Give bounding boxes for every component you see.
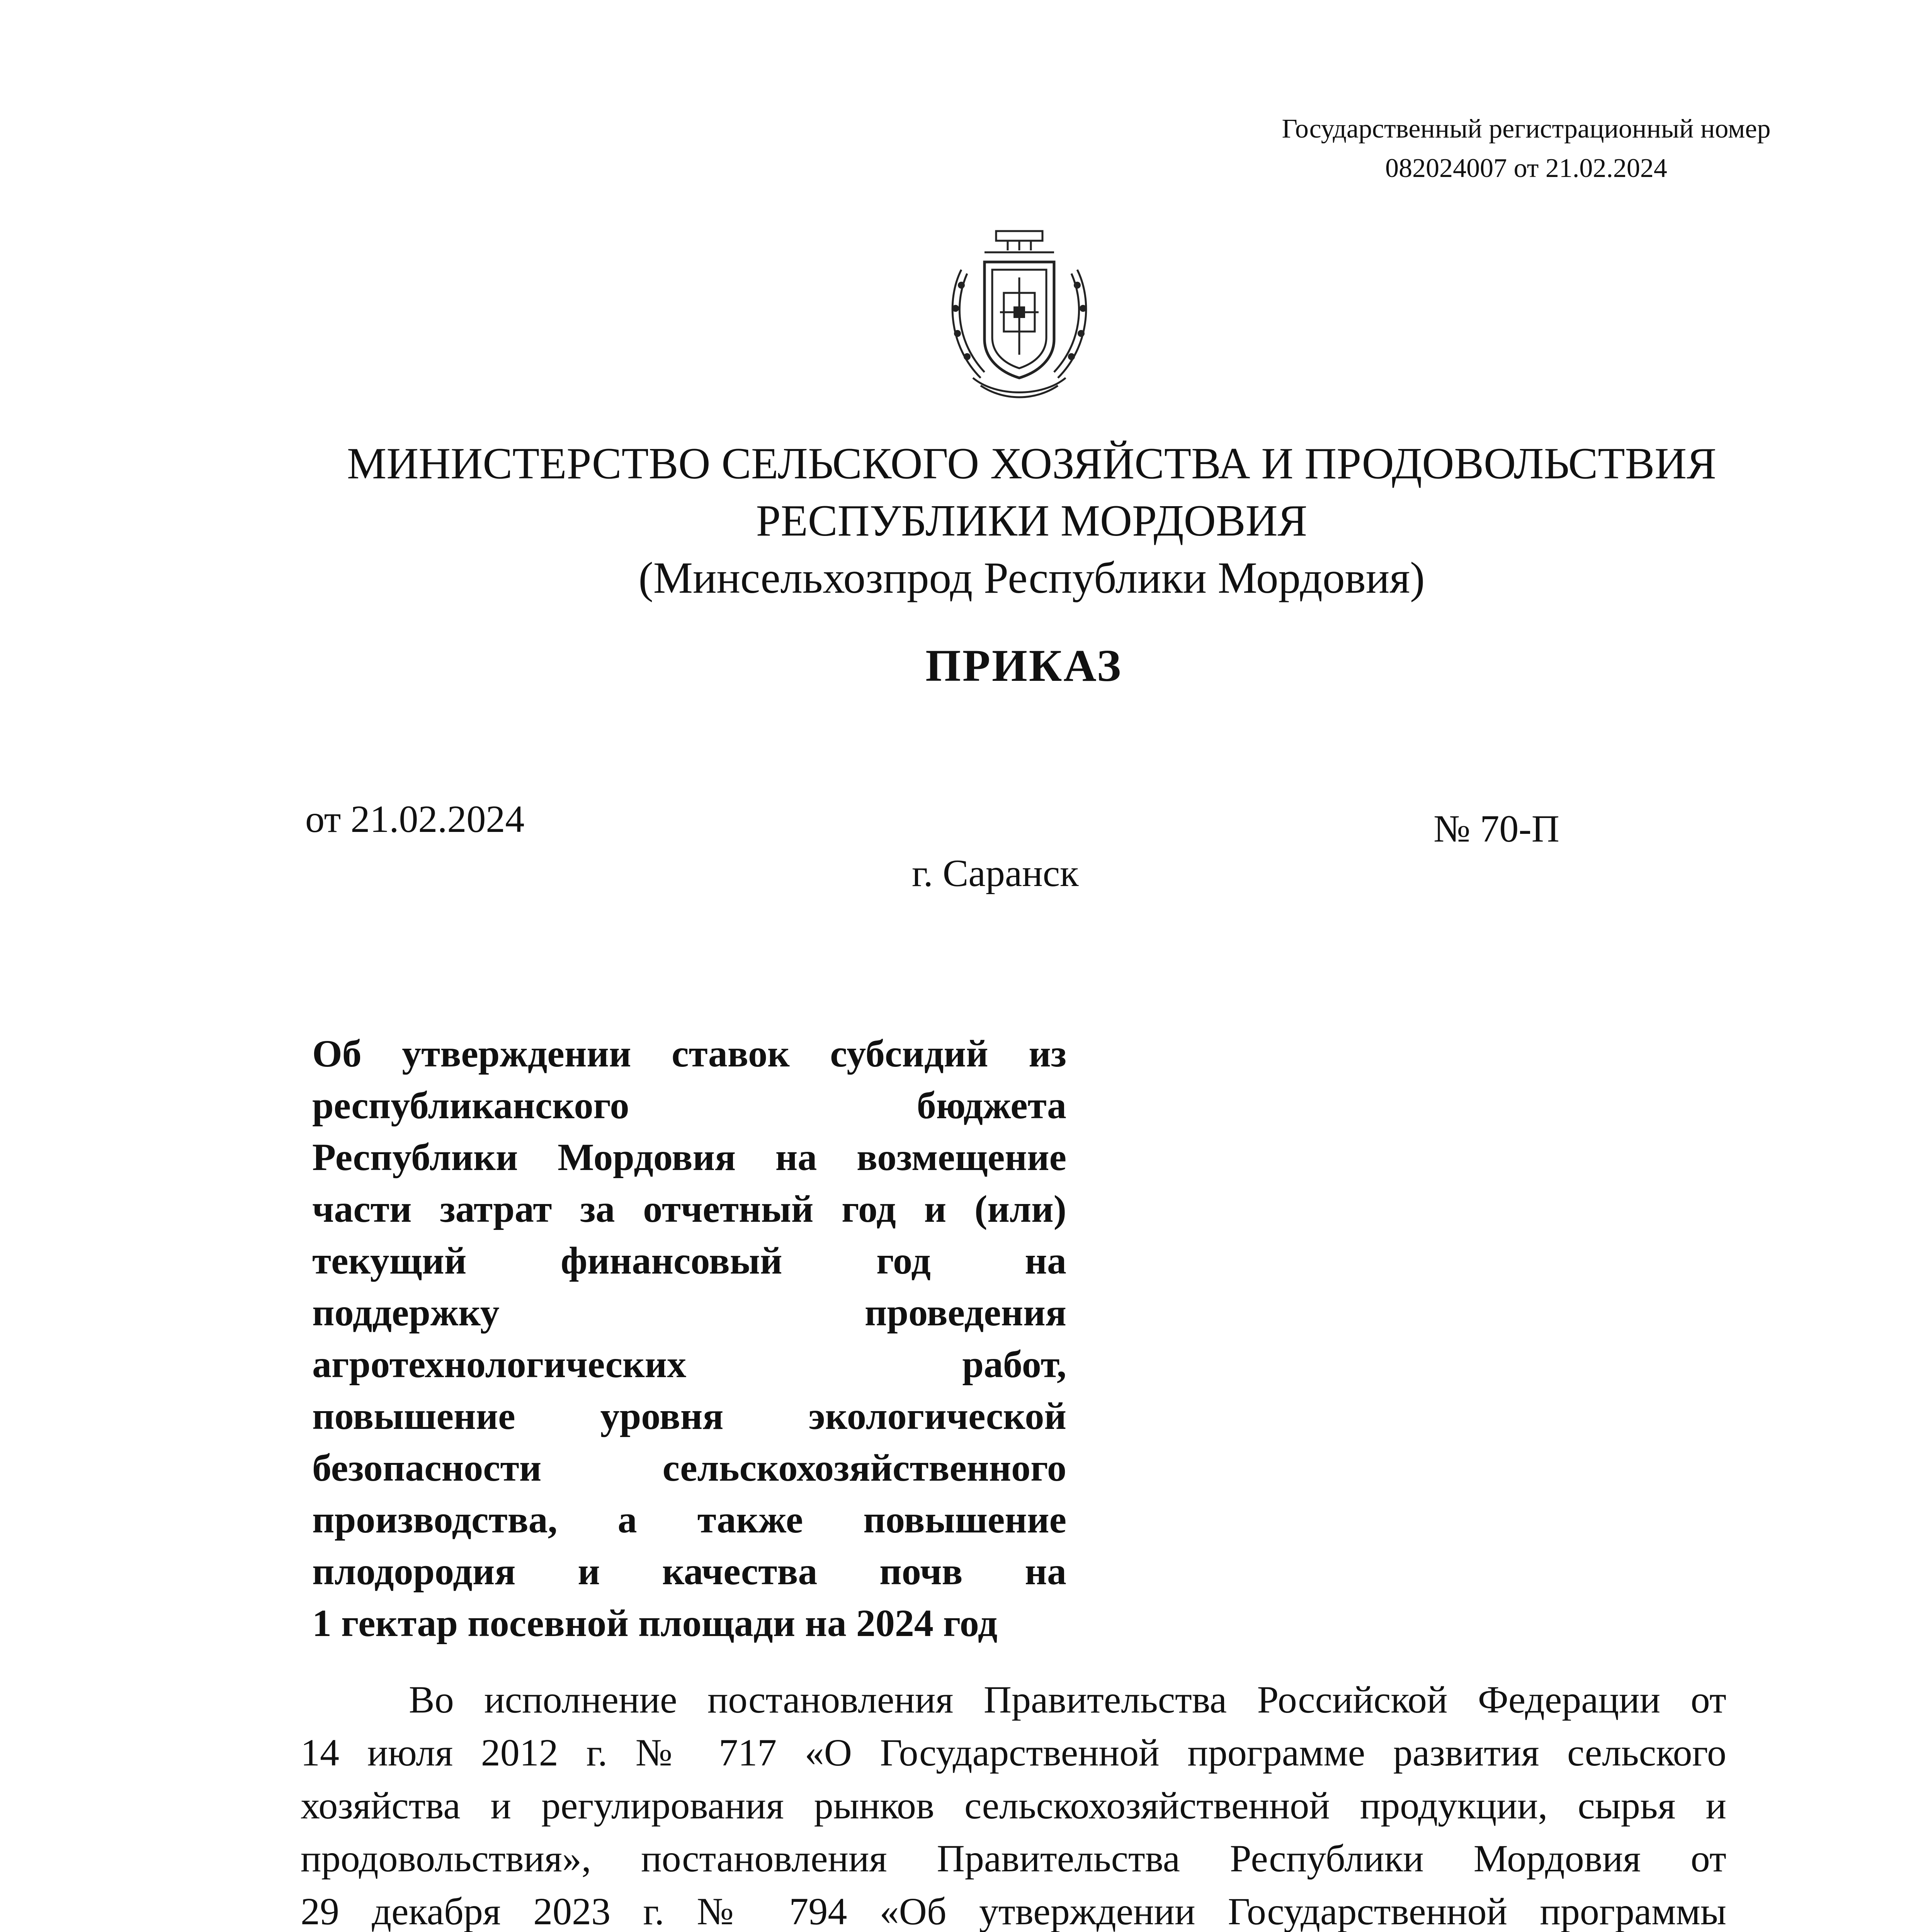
subject-line: поддержку проведения — [312, 1291, 1066, 1334]
subject-line: производства, а также повышение — [312, 1498, 1066, 1541]
registration-number-label: Государственный регистрационный номер — [1282, 114, 1771, 144]
order-preamble — [301, 1673, 1726, 1932]
subject-line: республиканского бюджета — [312, 1084, 1066, 1127]
order-date: от 21.02.2024 — [305, 798, 525, 840]
subject-line: текущий финансовый год на — [312, 1239, 1066, 1282]
subject-line: части затрат за отчетный год и (или) — [312, 1187, 1066, 1230]
body-line: хозяйства и регулирования рынков сельскохозяйственной продукции, сырья и — [301, 1784, 1726, 1827]
ministry-name-line2: РЕСПУБЛИКИ МОРДОВИЯ — [756, 496, 1308, 545]
registration-number-value: 082024007 от 21.02.2024 — [1385, 153, 1667, 183]
subject-line: Республики Мордовия на возмещение — [312, 1136, 1066, 1179]
ministry-name-line1: МИНИСТЕРСТВО СЕЛЬСКОГО ХОЗЯЙСТВА И ПРОДОВОЛЬСТВИЯ — [347, 439, 1717, 488]
order-city: г. Саранск — [912, 852, 1079, 895]
document-type-title: ПРИКАЗ — [925, 640, 1122, 691]
ministry-short-name: (Минсельхозпрод Республики Мордовия) — [638, 553, 1425, 602]
subject-line: агротехнологических работ, — [312, 1343, 1066, 1386]
body-line: Во исполнение постановления Правительства Российской Федерации от — [409, 1678, 1726, 1721]
subject-line: безопасности сельскохозяйственного — [312, 1446, 1066, 1489]
subject-line: плодородия и качества почв на — [312, 1550, 1066, 1593]
order-subject — [312, 1028, 1066, 1649]
coat-of-arms-mordovia-icon — [938, 223, 1100, 405]
subject-line: 1 гектар посевной площади на 2024 год — [312, 1602, 998, 1645]
order-number: № 70-П — [1433, 807, 1559, 850]
body-line: 14 июля 2012 г. № 717 «О Государственной программе развития сельского — [301, 1731, 1726, 1774]
body-line: продовольствия», постановления Правительства Республики Мордовия от — [301, 1837, 1726, 1880]
subject-line: повышение уровня экологической — [312, 1395, 1066, 1437]
body-line: 29 декабря 2023 г. № 794 «Об утверждении Государственной программы — [301, 1890, 1726, 1932]
subject-line: Об утверждении ставок субсидий из — [312, 1032, 1066, 1075]
